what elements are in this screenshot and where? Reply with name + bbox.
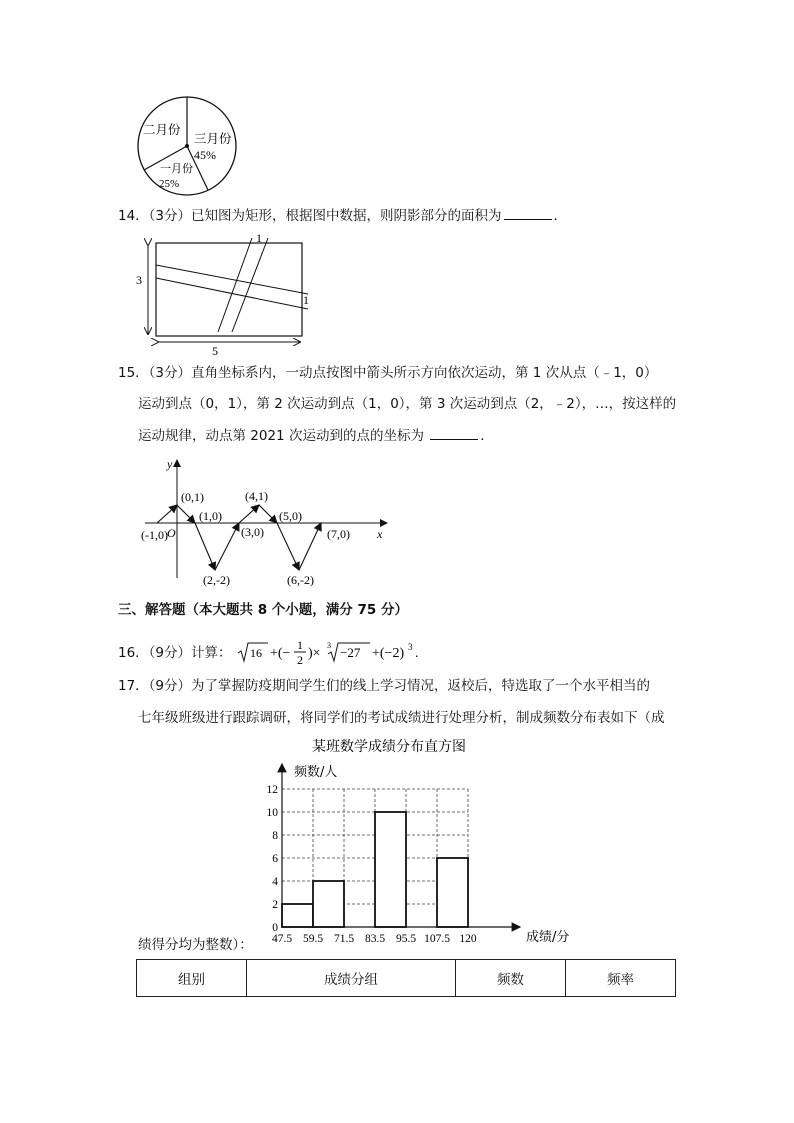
- chart-x-label: 成绩/分: [526, 930, 570, 945]
- q15-answer-blank[interactable]: [430, 425, 478, 440]
- x-tick-label: 107.5: [424, 933, 450, 945]
- y-tick-label: 12: [266, 784, 278, 796]
- q14-right-width-label: 1: [303, 293, 309, 307]
- q15-point-label: (5,0): [279, 509, 302, 523]
- q15-move-3: [195, 523, 215, 570]
- question-15-line2: 运动到点（0，1），第 2 次运动到点（1，0），第 3 次运动到点（2，﹣2），…，按这样的: [138, 396, 677, 412]
- q15-point-label: (0,1): [181, 490, 204, 504]
- q14-height-label: 3: [136, 273, 142, 287]
- q15-coordinate-figure: [135, 452, 395, 592]
- q16-frac-den: 2: [296, 653, 303, 667]
- histogram-bar: [437, 858, 468, 927]
- question-17-line3: 绩得分均为整数）：: [138, 937, 253, 953]
- x-tick-label: 47.5: [271, 933, 293, 945]
- histogram-bar: [313, 881, 344, 927]
- y-tick-label: 2: [272, 899, 278, 911]
- q16-plus-paren: +(−: [269, 646, 291, 661]
- q14-answer-blank[interactable]: [504, 205, 552, 220]
- header-score-range: 成绩分组: [247, 960, 456, 997]
- question-16: [118, 638, 466, 666]
- q15-move-6: [259, 505, 277, 523]
- question-15-line1: 15．（3分）直角坐标系内，一动点按图中箭头所示方向依次运动，第 1 次从点（﹣1，0）: [118, 365, 658, 381]
- q15-point-label: (4,1): [245, 489, 268, 503]
- q15-point-label: (2,-2): [203, 573, 230, 587]
- x-tick-label: 120: [459, 933, 477, 945]
- q16-end: .: [414, 646, 419, 661]
- q14-rectangle-figure: [132, 230, 322, 360]
- question-17-line2: 七年级班级进行跟踪调研，将同学们的考试成绩进行处理分析，制成频数分布表如下（成: [138, 710, 665, 726]
- header-frequency: 频数: [456, 960, 566, 997]
- x-tick-label: 71.5: [333, 933, 355, 945]
- question-14: [118, 205, 567, 226]
- section-3-heading: 三、解答题（本大题共 8 个小题，满分 75 分）: [118, 602, 408, 618]
- q15-move-5: [239, 505, 259, 523]
- q15-line3-text: 运动规律，动点第 2021 次运动到的点的坐标为: [138, 428, 424, 444]
- y-tick-label: 4: [272, 876, 278, 888]
- q16-prefix: 16．（9分）计算：: [118, 645, 232, 661]
- q15-move-8: [299, 523, 321, 570]
- q16-close-times: )×: [307, 646, 321, 661]
- pie-label-feb: 二月份: [143, 122, 181, 137]
- q14-suffix: ．: [553, 208, 568, 224]
- q16-exponent: 3: [407, 642, 413, 652]
- pie-label-jan: 一月份: [160, 162, 193, 175]
- q16-frac-num: 1: [296, 638, 303, 652]
- pie-label-mar: 三月份: [194, 131, 232, 146]
- score-table-header-row: [137, 960, 676, 997]
- q16-tail: +(−2): [371, 646, 404, 661]
- q15-point-label: (7,0): [327, 527, 350, 541]
- chart-title: 某班数学成绩分布直方图: [312, 739, 466, 755]
- y-tick-label: 0: [272, 922, 278, 934]
- q16-root-index: 3: [326, 641, 331, 650]
- header-rate: 频率: [566, 960, 676, 997]
- header-group: 组别: [137, 960, 247, 997]
- x-tick-label: 59.5: [302, 933, 324, 945]
- q16-sqrt-arg: 16: [249, 646, 262, 660]
- q14-road-horizontal-top: [156, 265, 308, 294]
- question-15-line3: [138, 425, 494, 446]
- q15-move-2: [177, 505, 195, 523]
- q15-move-1: [157, 505, 177, 523]
- q16-expression: [236, 638, 466, 668]
- histogram-chart: [262, 734, 602, 948]
- y-tick-label: 10: [266, 807, 278, 819]
- score-table: [136, 959, 676, 997]
- x-tick-label: 83.5: [364, 933, 386, 945]
- histogram-bar: [375, 812, 406, 927]
- q15-move-7: [277, 523, 299, 570]
- pie-value-mar: 45%: [194, 148, 216, 162]
- q15-point-label: (6,-2): [287, 573, 314, 587]
- pie-value-jan: 25%: [159, 178, 180, 190]
- q15-move-4: [215, 523, 239, 570]
- q15-suffix: ．: [480, 428, 494, 444]
- q14-road-vertical-left: [218, 238, 252, 332]
- x-tick-label: 95.5: [395, 933, 417, 945]
- q15-point-label: (1,0): [199, 509, 222, 523]
- pie-chart: [130, 92, 250, 202]
- q14-text: 14．（3分）已知图为矩形，根据图中数据，则阴影部分的面积为: [118, 208, 502, 224]
- q15-x-label: x: [377, 527, 383, 541]
- histogram-bar: [282, 904, 313, 927]
- q14-width-label: 5: [212, 344, 218, 358]
- question-17-line1: 17．（9分）为了掌握防疫期间学生们的线上学习情况，返校后，特选取了一个水平相当的: [118, 678, 651, 694]
- q15-point-label: (-1,0): [141, 528, 168, 542]
- chart-y-label: 频数/人: [294, 765, 338, 780]
- pie-center-dot: [185, 144, 189, 148]
- q14-top-width-label: 1: [256, 231, 262, 245]
- y-tick-label: 8: [272, 830, 278, 842]
- q15-y-label: y: [167, 457, 173, 471]
- q14-rectangle: [156, 243, 302, 336]
- q15-origin-label: O: [167, 526, 176, 540]
- q16-cbrt-arg: −27: [339, 645, 361, 660]
- y-tick-label: 6: [272, 853, 278, 865]
- q15-point-label: (3,0): [241, 525, 264, 539]
